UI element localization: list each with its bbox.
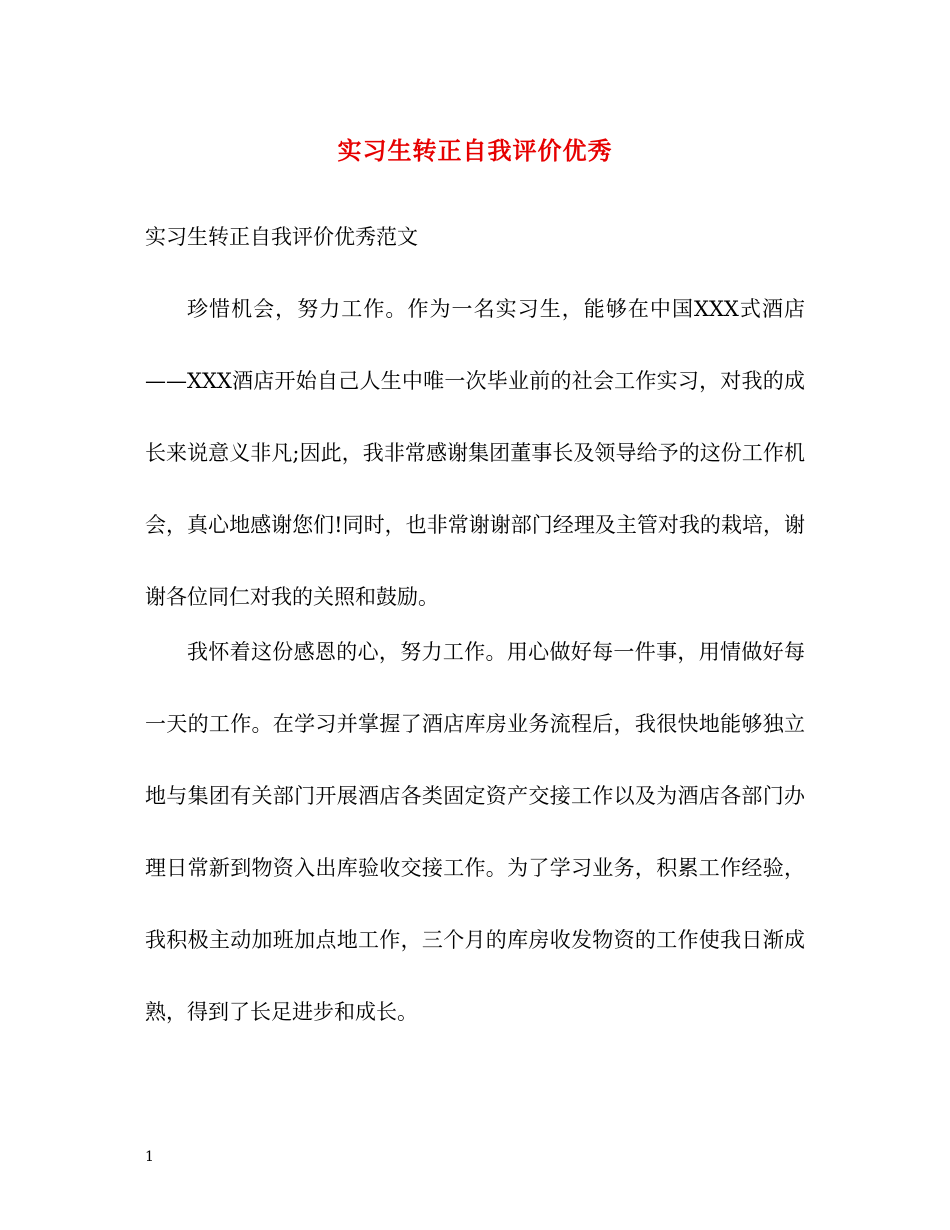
document-subtitle: 实习生转正自我评价优秀范文 [145, 225, 418, 249]
document-title: 实习生转正自我评价优秀 [337, 136, 613, 165]
page-number: 1 [145, 1149, 154, 1165]
body-paragraph-2: 我怀着这份感恩的心，努力工作。用心做好每一件事，用情做好每一天的工作。在学习并掌握了酒店库房业务流程后，我很快地能够独立地与集团有关部门开展酒店各类固定资产交接工作以及为酒店各部门办理日常新到物资入出库验收交接工作。为了学习业务，积累工作经验，我积极主动加班加点地工作，三个月的库房收发物资的工作使我日渐成熟，得到了长足进步和成长。 [145, 640, 805, 1024]
body-paragraph-1: 珍惜机会，努力工作。作为一名实习生，能够在中国XXX式酒店——XXX酒店开始自己人生中唯一次毕业前的社会工作实习，对我的成长来说意义非凡;因此，我非常感谢集团董事长及领导给予的这份工作机会，真心地感谢您们!同时，也非常谢谢部门经理及主管对我的栽培，谢谢各位同仁对我的关照和鼓励。 [145, 297, 805, 609]
